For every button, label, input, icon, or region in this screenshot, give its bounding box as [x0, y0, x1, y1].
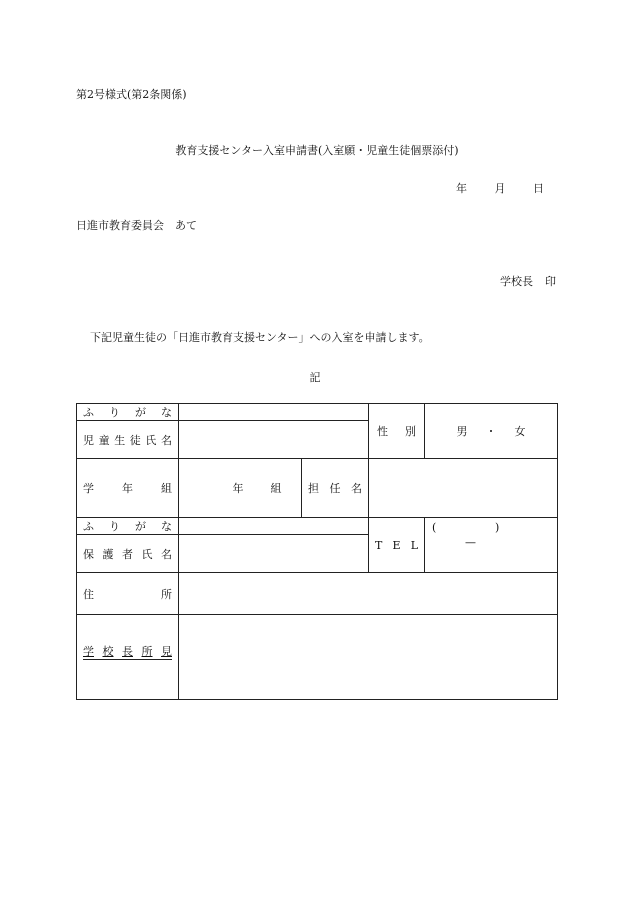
student-furigana-label-cell: [77, 404, 179, 421]
ki-heading: 記: [309, 371, 321, 384]
address-label: 住 所: [83, 587, 172, 601]
grade-class-field[interactable]: [179, 459, 302, 518]
application-form-table: [76, 403, 558, 700]
grade-class-label: 学 年 組: [83, 482, 172, 495]
addressee: 日進市教育委員会 あて: [76, 219, 197, 232]
tel-dash: —: [465, 536, 476, 549]
principal-opinion-label-cell: [77, 615, 179, 700]
guardian-name-label-cell: [77, 535, 179, 573]
date-month-label: 月: [494, 182, 506, 195]
grade-class-suffix: 組: [270, 482, 282, 495]
student-name-field[interactable]: [179, 421, 369, 459]
grade-year-label: 年: [232, 482, 244, 495]
principal-opinion-field[interactable]: [179, 615, 558, 700]
student-furigana-label: ふ り が な: [83, 406, 172, 419]
homeroom-teacher-label-cell: [302, 459, 369, 518]
seal-label: 印: [545, 275, 556, 288]
sex-male[interactable]: 男: [456, 425, 468, 438]
address-field[interactable]: [179, 573, 558, 615]
student-name-label-cell: [77, 421, 179, 459]
sex-options[interactable]: [425, 404, 558, 459]
sex-female[interactable]: 女: [514, 425, 526, 438]
request-text: 下記児童生徒の「日進市教育支援センター」への入室を申請します。: [90, 331, 430, 344]
student-name-label: 児 童 生 徒 氏 名: [83, 433, 172, 447]
guardian-furigana-label: ふ り が な: [83, 520, 172, 533]
student-furigana-field[interactable]: [179, 404, 369, 421]
guardian-name-label: 保 護 者 氏 名: [83, 547, 172, 561]
guardian-furigana-label-cell: [77, 518, 179, 535]
sex-label: 性 別: [377, 425, 416, 438]
date-day-label: 日: [533, 182, 544, 195]
homeroom-teacher-field[interactable]: [369, 459, 558, 518]
tel-field[interactable]: [425, 518, 558, 573]
tel-label-cell: [369, 518, 425, 573]
date-year-label: 年: [456, 182, 467, 195]
principal-signature-line: [500, 273, 556, 289]
tel-label: T E L: [375, 538, 418, 552]
document-title: 教育支援センター入室申請書(入室願・児童生徒個票添付): [175, 144, 459, 157]
principal-label: 学校長: [500, 275, 533, 288]
guardian-name-field[interactable]: [179, 535, 369, 573]
tel-area-close-paren: ): [495, 521, 500, 534]
form-number: 第2号様式(第2条関係): [76, 88, 187, 101]
date-line: [456, 180, 544, 196]
tel-area-open-paren: (: [432, 521, 437, 534]
homeroom-teacher-label: 担 任 名: [308, 482, 362, 495]
sex-separator: ・: [485, 425, 497, 438]
sex-label-cell: [369, 404, 425, 459]
principal-opinion-label: 学 校 長 所 見: [83, 644, 172, 658]
guardian-furigana-field[interactable]: [179, 518, 369, 535]
grade-class-label-cell: [77, 459, 179, 518]
address-label-cell: [77, 573, 179, 615]
